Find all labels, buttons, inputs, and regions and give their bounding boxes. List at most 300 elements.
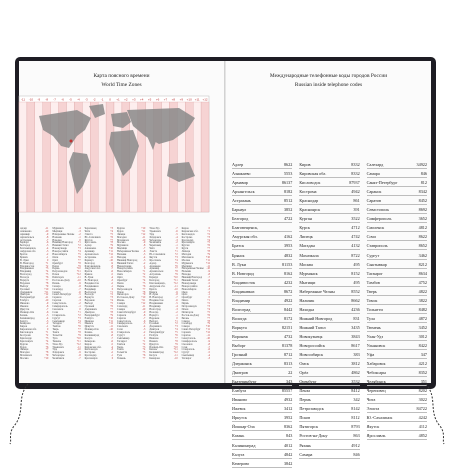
city-code: 3842 <box>283 460 293 466</box>
time-zone-offset: -3 <box>143 328 146 332</box>
time-zone-offset: -6 <box>175 229 178 233</box>
time-zone-city: Саранск <box>116 313 127 317</box>
time-zone-city: Елабуга <box>84 316 94 320</box>
time-zone-city: Самара <box>116 307 126 311</box>
city-name: Ростов-на-Дону <box>299 433 328 439</box>
time-zone-offset: -5 <box>46 313 49 317</box>
utc-offset-label: -6 <box>61 97 64 102</box>
city-code: 4862 <box>351 370 360 376</box>
phone-code-row <box>232 386 292 395</box>
time-zone-offset: -3 <box>143 258 146 262</box>
city-code: 8442 <box>283 306 293 312</box>
time-zone-offset: +4 <box>174 328 178 332</box>
time-zone-city: Самара <box>52 284 61 288</box>
time-zone-city: Сочи <box>116 328 123 332</box>
time-zone-city: Краснодар <box>84 354 97 358</box>
time-zone-offset: +11 <box>109 250 113 254</box>
time-zone-offset: +7 <box>174 336 178 340</box>
time-zone-city: Мурманск <box>116 244 129 248</box>
time-zone-offset: 0 <box>144 336 146 340</box>
time-zone-offset: -9 <box>110 331 113 335</box>
phone-code-row <box>232 323 292 332</box>
phone-code-row <box>299 241 359 250</box>
time-zone-offset: +5 <box>207 241 210 245</box>
time-zone-city: Таганрог <box>52 322 63 326</box>
time-zone-offset: +4 <box>110 229 113 233</box>
time-zone-offset: +7 <box>110 238 113 242</box>
time-zone-city: Тула <box>52 336 58 340</box>
time-zone-offset: -5 <box>175 302 178 306</box>
world-time-zone-map <box>19 96 209 212</box>
city-code: 4712 <box>351 225 360 231</box>
time-zone-offset: +9 <box>142 293 146 297</box>
city-name: Амурская обл. <box>232 234 258 240</box>
phone-code-row <box>232 395 292 404</box>
time-zone-city: Находка <box>116 255 127 259</box>
time-zone-offset: +12 <box>76 273 81 277</box>
utc-offset-label: +7 <box>163 97 168 102</box>
time-zone-offset: -3 <box>78 299 81 303</box>
time-zone-offset: +6 <box>207 244 210 248</box>
time-zone-city: Азнакаево <box>20 229 32 233</box>
time-zone-offset: -4 <box>143 255 146 259</box>
time-zone-offset: +3 <box>110 296 113 300</box>
time-zone-city: Казань <box>84 331 93 335</box>
phone-code-row <box>299 205 359 214</box>
time-zone-band <box>19 102 27 212</box>
city-name: Улан-Удэ <box>366 333 384 339</box>
city-name: Петрозаводск <box>299 406 324 412</box>
city-name: Кисловодск <box>299 180 321 186</box>
time-zone-offset: -8 <box>78 354 81 358</box>
time-zone-city: Москва <box>116 241 126 245</box>
city-code: 812 <box>420 180 427 186</box>
phone-code-row <box>367 422 427 431</box>
city-name: Находка <box>299 306 315 312</box>
city-code: 8662 <box>351 297 360 303</box>
city-code: 495 <box>353 279 360 285</box>
time-zone-city: Рязань <box>181 316 189 320</box>
phone-code-row <box>232 250 292 259</box>
time-zone-city: Санкт-Петербург <box>181 328 201 332</box>
time-zone-city: Брянск <box>149 290 158 294</box>
time-zone-city: Новосибирск <box>116 270 132 274</box>
time-zone-city: Иваново <box>149 336 159 340</box>
time-zone-city: Самара <box>181 325 190 329</box>
time-zone-city: Таганрог <box>181 357 192 361</box>
time-zone-offset: +6 <box>142 284 146 288</box>
time-zone-offset: -10 <box>77 279 81 283</box>
utc-offset-label: +9 <box>179 97 184 102</box>
city-code: 351 <box>420 379 427 385</box>
time-zone-city: Грозный <box>84 305 95 309</box>
time-zone-city: Салехард <box>116 305 128 309</box>
time-zone-offset: +1 <box>45 261 49 265</box>
phone-code-row <box>299 314 359 323</box>
phone-code-row <box>367 305 427 314</box>
city-code: 8412 <box>351 388 360 394</box>
time-zone-city: Омск <box>181 290 188 294</box>
time-zone-city: Армавир <box>149 267 160 271</box>
city-code: 8634 <box>418 270 427 276</box>
city-name: Дмитров <box>232 370 248 376</box>
time-zone-offset: 0 <box>47 328 49 332</box>
time-zone-offset: -1 <box>110 354 113 358</box>
time-zone-offset: -8 <box>46 305 49 309</box>
time-zone-offset: +4 <box>207 238 210 242</box>
city-code: 383 <box>353 352 360 358</box>
time-zone-offset: -1 <box>143 264 146 268</box>
time-zone-city: Йошкар-Ола <box>84 328 99 332</box>
time-zone-offset: 0 <box>176 247 178 251</box>
time-zone-city: Екатеринбург <box>20 296 36 300</box>
city-code: 8793 <box>351 424 360 430</box>
phone-code-row <box>299 323 359 332</box>
time-zone-offset: -6 <box>46 310 49 314</box>
time-zone-city: Кисловодск <box>20 331 34 335</box>
time-zone-city: Орёл <box>181 293 188 297</box>
time-zone-city: Санкт-Петербург <box>52 293 72 297</box>
city-code: 3435 <box>351 324 360 330</box>
time-zone-city: Пенза <box>181 299 189 303</box>
city-code: 84722 <box>416 406 427 412</box>
time-zone-city: Курск <box>20 345 27 349</box>
city-code: 8652 <box>418 243 427 249</box>
time-zone-city: Смоленск <box>181 342 193 346</box>
time-zone-city: Магадан <box>181 253 192 257</box>
time-zone-offset: -2 <box>143 261 146 265</box>
time-zone-city: Астрахань <box>20 238 32 242</box>
time-zone-offset: +12 <box>108 253 113 257</box>
city-code: 86137 <box>281 180 293 186</box>
utc-offset-label: -7 <box>53 97 56 102</box>
time-zone-offset: -7 <box>143 247 146 251</box>
time-zone-offset: 0 <box>47 258 49 262</box>
phone-code-row <box>232 287 292 296</box>
time-zone-city: В. Новгород <box>84 279 99 283</box>
city-code: 8512 <box>283 198 293 204</box>
time-zone-city: Воркута <box>20 279 30 283</box>
time-zone-offset: +8 <box>207 250 210 254</box>
phone-code-row <box>367 196 427 205</box>
time-zone-city: Магадан <box>116 235 127 239</box>
time-zone-offset: -6 <box>207 348 210 352</box>
city-code: 8172 <box>283 315 293 321</box>
city-name: Нижний Новгород <box>299 315 333 321</box>
city-name: Орёл <box>299 370 309 376</box>
city-name: Симферополь <box>366 216 392 222</box>
time-zone-city: Белгород <box>84 261 95 265</box>
time-zone-city: Череповец <box>84 227 97 230</box>
time-zone-city: Астрахань <box>84 255 97 259</box>
utc-offset-label: +11 <box>194 97 200 102</box>
time-zone-offset: -4 <box>46 247 49 251</box>
time-zone-offset: +3 <box>207 235 210 239</box>
time-zone-offset: -4 <box>46 316 49 320</box>
phone-code-row <box>232 440 292 449</box>
time-zone-offset: -10 <box>141 307 146 311</box>
phone-code-row <box>367 350 427 359</box>
phone-code-row <box>367 241 427 250</box>
phone-code-columns <box>232 160 427 466</box>
phone-code-row <box>232 422 292 431</box>
city-code: 846 <box>353 451 360 457</box>
time-zone-city: Петрозаводск <box>181 305 197 309</box>
time-zone-city: Находка <box>52 238 62 242</box>
phone-code-row <box>232 187 292 196</box>
time-zone-offset: -2 <box>143 331 146 335</box>
time-zone-offset: +1 <box>207 229 210 233</box>
phone-code-row <box>299 431 359 440</box>
time-zone-city: Владивосток <box>20 264 35 268</box>
utc-offset-label: -4 <box>77 97 80 102</box>
city-name: Сургут <box>366 252 380 258</box>
time-zone-offset: +1 <box>110 290 113 294</box>
time-zone-city: Нижний Новгород <box>52 241 73 245</box>
time-zone-row <box>117 358 145 361</box>
city-name: Владикавказ <box>232 288 255 294</box>
city-code: 3843 <box>351 333 360 339</box>
city-code: 4162 <box>283 234 293 240</box>
left-bookmark-ribbon <box>6 384 34 444</box>
city-code: 4132 <box>351 243 360 249</box>
time-zone-offset: -2 <box>175 241 178 245</box>
time-zone-offset: -4 <box>110 276 113 280</box>
time-zone-offset: +3 <box>174 325 178 329</box>
city-code: 4842 <box>283 451 293 457</box>
city-name: Екатеринбург <box>232 379 257 385</box>
time-zone-city: Адлер <box>20 227 27 230</box>
city-code: 8332 <box>351 171 360 177</box>
time-zone-row <box>149 358 177 361</box>
time-zone-city: Ростов-на-Дону <box>181 313 200 317</box>
time-zone-row <box>20 358 48 361</box>
city-name: Владивосток <box>232 279 256 285</box>
city-name: Воронеж <box>232 333 249 339</box>
time-zone-city: Ижевск <box>84 322 94 326</box>
time-zone-city: Дмитров <box>84 310 95 314</box>
time-zone-city: Севастополь <box>52 302 67 306</box>
time-zone-offset: +10 <box>44 357 49 361</box>
phone-code-row <box>232 341 292 350</box>
city-name: Красноярск <box>299 207 321 213</box>
city-name: Елабуга <box>232 388 247 394</box>
time-zone-offset: -3 <box>78 229 81 233</box>
time-zone-offset: +4 <box>110 299 113 303</box>
time-zone-city: Барнаул <box>84 258 94 262</box>
time-zone-city: Севастополь <box>181 336 196 340</box>
time-zone-offset: -7 <box>207 345 210 349</box>
time-zone-city: Саранск <box>52 296 62 300</box>
phone-code-row <box>299 386 359 395</box>
time-zone-city: Воронеж <box>149 316 160 320</box>
time-zone-offset: -4 <box>110 345 113 349</box>
city-code: 347 <box>420 352 427 358</box>
time-zone-city: Липецк <box>20 348 29 352</box>
time-zone-city: Уфа <box>52 348 57 352</box>
time-zone-city: Елабуга <box>149 333 159 337</box>
time-zone-offset: +1 <box>207 299 210 303</box>
time-zone-city: Псков <box>181 307 189 311</box>
time-zone-city: Севастополь <box>116 319 131 323</box>
time-zone-offset: +11 <box>109 319 113 323</box>
city-name: Архангельск <box>232 189 255 195</box>
time-zone-offset: +5 <box>110 302 113 306</box>
time-zone-city: Ставрополь <box>52 313 66 317</box>
time-zone-city: Брянск <box>84 273 93 277</box>
city-name: Волгоград <box>232 306 251 312</box>
city-name: Чита <box>366 397 376 403</box>
time-zone-city: Грозный <box>149 322 159 326</box>
time-zone-offset: +5 <box>142 351 146 355</box>
utc-offset-label: +5 <box>147 97 152 102</box>
time-zone-offset: -1 <box>78 305 81 309</box>
city-code: 8202 <box>418 388 427 394</box>
time-zone-city: Тольятти <box>52 333 63 337</box>
phone-code-row <box>367 232 427 241</box>
phone-code-row <box>299 169 359 178</box>
time-zone-city: Волгоград <box>84 290 97 294</box>
city-code: 5553 <box>283 171 293 177</box>
time-zone-offset: -11 <box>44 227 49 230</box>
time-zone-row <box>85 358 113 361</box>
phone-code-row <box>367 214 427 223</box>
phone-code-row <box>299 368 359 377</box>
time-zone-offset: +11 <box>206 258 210 262</box>
left-page-title-ru: Карта поясного времени <box>93 73 150 79</box>
utc-offset-label: +12 <box>202 97 208 102</box>
time-zone-offset: +4 <box>142 348 146 352</box>
time-zone-offset: +4 <box>207 307 210 311</box>
phone-code-row <box>232 214 292 223</box>
time-zone-city: Псков <box>116 290 124 294</box>
time-zone-city: Мытищи <box>181 264 192 268</box>
time-zone-offset: -3 <box>46 319 49 323</box>
time-zone-city: Хабаровск <box>149 235 162 239</box>
time-zone-offset: +10 <box>108 316 113 320</box>
city-code: 4852 <box>418 433 427 439</box>
phone-code-row <box>299 404 359 413</box>
time-zone-city: Ю.-Сахалинск <box>84 235 101 239</box>
time-zone-city: Самара <box>181 319 190 323</box>
city-code: 846 <box>420 171 427 177</box>
time-zone-offset: 0 <box>208 227 210 230</box>
time-zone-column <box>85 228 113 378</box>
time-zone-offset: +7 <box>207 316 210 320</box>
time-zone-city: Орёл <box>52 258 58 262</box>
city-code: 3652 <box>418 216 427 222</box>
time-zone-offset: -1 <box>46 325 49 329</box>
time-zone-city: Чита <box>84 229 91 233</box>
time-zone-offset: -9 <box>207 339 210 343</box>
city-name: Курган <box>299 216 312 222</box>
time-zone-offset: +12 <box>141 302 146 306</box>
time-zone-city: Тверь <box>116 345 124 349</box>
time-zone-city: Нальчик <box>52 235 62 239</box>
city-name: Москва <box>299 261 313 267</box>
phone-code-row <box>299 250 359 259</box>
time-zone-city: Кострома <box>84 351 96 355</box>
time-zone-offset: -5 <box>143 322 146 326</box>
city-name: Тверь <box>366 288 377 294</box>
time-zone-offset: +7 <box>174 267 178 271</box>
time-zone-offset: -11 <box>77 345 81 349</box>
time-zone-city: Курган <box>181 244 190 248</box>
time-zone-offset: -10 <box>44 299 49 303</box>
city-name: Салехард <box>366 162 384 168</box>
time-zone-city: Липецк <box>116 232 126 236</box>
time-zone-offset: 0 <box>144 267 146 271</box>
city-name: Рязань <box>299 442 312 448</box>
time-zone-city: Дзержинск <box>149 325 162 329</box>
phone-code-row <box>299 287 359 296</box>
time-zone-offset: +5 <box>174 331 178 335</box>
time-zone-city: Армавир <box>84 250 95 254</box>
phone-code-row <box>299 359 359 368</box>
phone-code-row <box>232 160 292 169</box>
time-zone-offset: +7 <box>142 287 146 291</box>
time-zone-city: Иваново <box>84 319 95 323</box>
phone-code-column-3 <box>366 160 427 439</box>
time-zone-offset: 0 <box>208 296 210 300</box>
phone-code-row <box>299 214 359 223</box>
city-code: 4822 <box>418 288 427 294</box>
phone-code-row <box>367 187 427 196</box>
city-name: Самара <box>299 451 313 457</box>
time-zone-city: Братск <box>20 253 28 257</box>
time-zone-city: Мурманск <box>52 227 64 230</box>
time-zone-offset: +10 <box>76 336 81 340</box>
utc-offset-label: +3 <box>132 97 136 102</box>
city-name: Кировская обл. <box>299 171 327 177</box>
city-code: 8162 <box>283 270 293 276</box>
time-zone-offset: -5 <box>110 342 113 346</box>
city-code: 4242 <box>418 415 427 421</box>
phone-code-row <box>367 332 427 341</box>
time-zone-offset: +2 <box>174 322 178 326</box>
time-zone-offset: +8 <box>207 319 210 323</box>
time-zone-city: Воркута <box>84 296 94 300</box>
time-zone-city: Новосибирск <box>181 287 197 291</box>
time-zone-city: Калуга <box>84 336 93 340</box>
time-zone-offset: +9 <box>110 313 113 317</box>
city-name: Новороссийск <box>299 342 325 348</box>
time-zone-offset: -2 <box>175 310 178 314</box>
time-zone-city: Кировская обл. <box>84 345 102 349</box>
time-zone-offset: +9 <box>45 354 49 358</box>
phone-code-row <box>299 395 359 404</box>
time-zone-offset: +12 <box>173 351 178 355</box>
time-zone-offset: +1 <box>174 250 178 254</box>
time-zone-city: Иркутск <box>149 342 159 346</box>
time-zone-offset: -4 <box>175 305 178 309</box>
phone-code-row <box>299 278 359 287</box>
city-code: 8342 <box>418 189 427 195</box>
phone-code-row <box>232 241 292 250</box>
phone-code-row <box>299 413 359 422</box>
time-zone-city: Азнакаево <box>149 264 161 268</box>
time-zone-city: Нижний Тагил <box>52 244 69 248</box>
time-zone-city: Ижевск <box>149 339 158 343</box>
time-zone-offset: +10 <box>205 255 210 259</box>
city-code: 8622 <box>283 162 293 168</box>
city-code: 8352 <box>418 370 427 376</box>
time-zone-city: Владикавказ <box>20 267 34 271</box>
phone-code-row <box>232 178 292 187</box>
time-zone-column <box>182 228 210 378</box>
time-zone-offset: +5 <box>45 273 49 277</box>
time-zone-city: Кемерово <box>20 322 31 326</box>
